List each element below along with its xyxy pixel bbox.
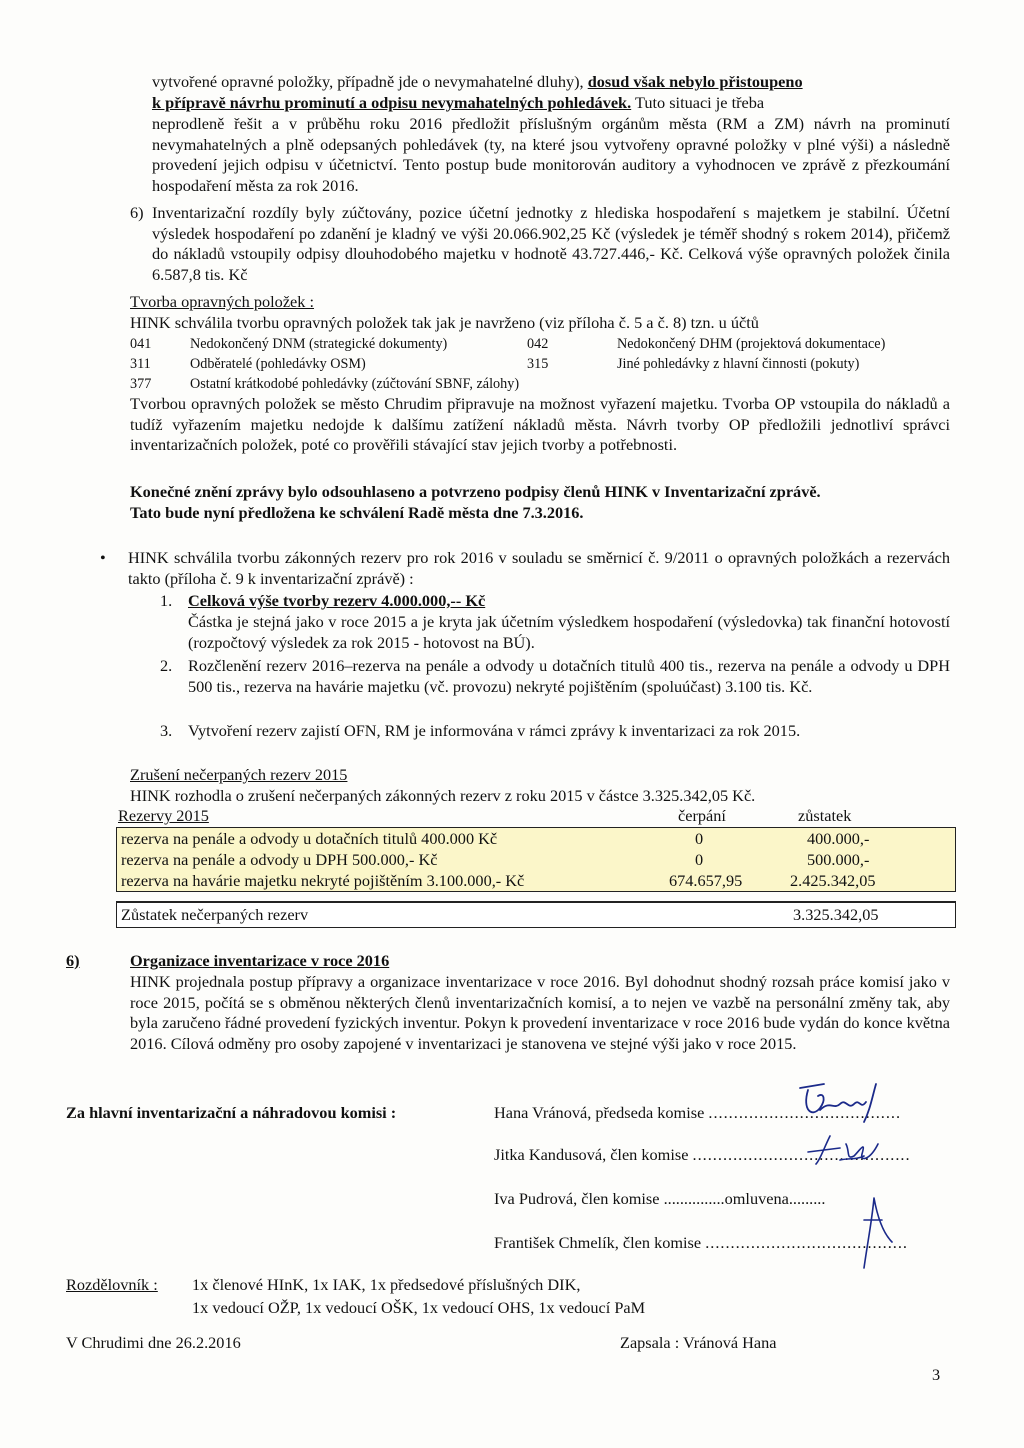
- account-name: Odběratelé (pohledávky OSM): [190, 356, 366, 372]
- rezervy-total-row: [116, 901, 956, 928]
- item6-number: 6): [130, 203, 144, 222]
- row-cerpani: 0: [695, 850, 704, 869]
- tvorba-op-paragraph: Tvorbou opravných položek se město Chrudim připravuje na možnost vyřazení majetku. Tvorba OP vstoupila do nákladů a tudíž vyřazením majetku nedojde k dalšímu zatížení nákladů města. Návrh tvorby OP předložili jednotliví správci inventarizačních položek, poté co prověřili stávající stav jejich tvorby a potřebnosti.: [130, 394, 950, 455]
- account-code: 041: [130, 336, 152, 352]
- section6-heading: Organizace inventarizace v roce 2016: [130, 951, 390, 970]
- account-name: Nedokončený DNM (strategické dokumenty): [190, 336, 448, 352]
- row-label: rezerva na penále a odvody u dotačních titulů 400.000 Kč: [121, 829, 498, 848]
- intro-line-2-emphasis: k přípravě návrhu prominutí a odpisu nevymahatelných pohledávek.: [152, 93, 632, 112]
- intro-line-1: [152, 72, 952, 92]
- member-name: Iva Pudrová, člen komise: [494, 1189, 660, 1208]
- row-label: rezerva na havárie majetku nekryté pojištěním 3.100.000,- Kč: [121, 871, 525, 890]
- rezervy-intro: HINK schválila tvorbu zákonných rezerv pro rok 2016 v souladu se směrnicí č. 9/2011 o opravných položkách a rezervách takto (příloha č. 9 k inventarizační zprávě) :: [128, 548, 950, 588]
- rezervy-table-heading: Rezervy 2015: [118, 806, 209, 825]
- signatures-label: Za hlavní inventarizační a náhradovou komisi :: [66, 1103, 397, 1122]
- signature-line: ...........................................: [692, 1145, 911, 1164]
- rozdelovnik-line-2: 1x vedoucí OŽP, 1x vedoucí OŠK, 1x vedoucí OHS, 1x vedoucí PaM: [192, 1298, 646, 1317]
- intro-line-2: [152, 93, 952, 113]
- handwritten-signature-kandusova: [800, 1130, 900, 1170]
- account-code: 377: [130, 376, 152, 392]
- rezervy-bullet: •: [100, 548, 106, 567]
- account-code: 311: [130, 356, 151, 372]
- total-value: 3.325.342,05: [793, 905, 879, 924]
- row-zustatek: 500.000,-: [807, 850, 870, 869]
- intro-line-1-text: vytvořené opravné položky, případně jde o nevymahatelné dluhy),: [152, 72, 588, 91]
- account-code: 315: [527, 356, 549, 372]
- row-zustatek: 400.000,-: [807, 829, 870, 848]
- rezervy-table: [116, 827, 956, 892]
- tvorba-op-heading: Tvorba opravných položek :: [130, 292, 315, 311]
- table-row: [117, 828, 955, 849]
- rezervy-item-text: Částka je stejná jako v roce 2015 a je kryta jak účetním výsledkem hospodaření (výsledovka) tak finanční hotovostí (rozpočtový výsledek za rok 2015 - hotovost na BÚ).: [188, 612, 950, 652]
- signature-row: [494, 1189, 825, 1209]
- signature-line: ......................................: [708, 1103, 902, 1122]
- section6-paragraph: HINK projednala postup přípravy a organizace inventarizace v roce 2016. Byl dohodnut shodný rozsah práce komisí jako v roce 2015, počítá se s obměnou některých členů inventarizačních komisí, a to nejen ve vazbě na personální změny tak, aby byla zaručeno řádné provedení fyzických inventur. Pokyn k provedení inventarizace v roce 2016 bude vydán do konce května 2016. Cílová odměny pro osoby zapojené v inventarizaci je stanovena ve stejné výši jako v roce 2015.: [130, 972, 950, 1054]
- account-code: 042: [527, 336, 549, 352]
- recorded-by: Zapsala : Vránová Hana: [620, 1333, 777, 1352]
- account-name: Jiné pohledávky z hlavní činnosti (pokuty): [617, 356, 860, 372]
- rezervy-item-text: Rozčlenění rezerv 2016–rezerva na penále a odvody u dotačních titulů 400 tis., rezerva na penále a odvody u DPH 500 tis., rezerva na havárie majetku (vč. provozu) nekryté pojištěním (spoluúčast) 3.100 tis. Kč.: [188, 656, 950, 696]
- total-label: Zůstatek nečerpaných rezerv: [121, 905, 309, 924]
- page-number: 3: [932, 1365, 941, 1384]
- rezervy-item-number: 2.: [160, 656, 173, 675]
- table-row: [117, 870, 955, 891]
- handwritten-signature-vranova: [790, 1080, 900, 1130]
- tvorba-op-conclusion-1: Konečné znění zprávy bylo odsouhlaseno a potvrzeno podpisy členů HINK v Inventarizační zprávě.: [130, 482, 821, 501]
- rezervy-item-text: Vytvoření rezerv zajistí OFN, RM je informována v rámci zprávy k inventarizaci za rok 2015.: [188, 721, 801, 740]
- rezervy-item-number: 1.: [160, 591, 173, 610]
- row-cerpani: 0: [695, 829, 704, 848]
- signature-line: ........................................: [705, 1233, 908, 1252]
- rozdelovnik-line-1: 1x členové HInK, 1x IAK, 1x předsedové příslušných DIK,: [192, 1275, 581, 1294]
- place-date: V Chrudimi dne 26.2.2016: [66, 1333, 241, 1352]
- tvorba-op-intro: HINK schválila tvorbu opravných položek tak jak je navrženo (viz příloha č. 5 a č. 8) tzn. u účtů: [130, 313, 759, 332]
- intro-line-2-text: Tuto situaci je třeba: [631, 93, 765, 112]
- table-row: [117, 849, 955, 870]
- member-name: Jitka Kandusová, člen komise: [494, 1145, 689, 1164]
- account-name: Ostatní krátkodobé pohledávky (zúčtování SBNF, zálohy): [190, 376, 520, 392]
- intro-paragraph: neprodleně řešit a v průběhu roku 2016 předložit příslušným orgánům města (RM a ZM) návrh na prominutí nevymahatelných a plně odepsaných pohledávek (ty, na které jsou vytvořeny opravné položky v plné výši) a následně provedení jejich odpisu v účetnictví. Tento postup bude monitorován auditory a vyhodnocen ve zprávě z přezkoumání hospodaření města za rok 2016.: [152, 114, 950, 196]
- member-name: František Chmelík, člen komise: [494, 1233, 702, 1252]
- tvorba-op-conclusion-2: Tato bude nyní předložena ke schválení Radě města dne 7.3.2016.: [130, 503, 584, 522]
- zruseni-heading: Zrušení nečerpaných rezerv 2015: [130, 765, 348, 784]
- row-label: rezerva na penále a odvody u DPH 500.000,- Kč: [121, 850, 438, 869]
- account-name: Nedokončený DHM (projektová dokumentace): [617, 336, 886, 352]
- rozdelovnik-label: Rozdělovník :: [66, 1275, 158, 1294]
- rezervy-item-title: Celková výše tvorby rezerv 4.000.000,-- Kč: [188, 591, 486, 610]
- column-header-zustatek: zůstatek: [798, 806, 852, 825]
- column-header-cerpani: čerpání: [678, 806, 726, 825]
- item6-paragraph: Inventarizační rozdíly byly zúčtovány, pozice účetní jednotky z hlediska hospodaření s majetkem je stabilní. Účetní výsledek hospodaření po zdanění je kladný ve výši 20.066.902,25 Kč (výsledek je téměř shodný s rokem 2014), přičemž do nákladů vstoupily odpisy dlouhodobého majetku v hodnotě 43.727.446,- Kč. Celková výše opravných položek činila 6.587,8 tis. Kč: [152, 203, 950, 285]
- signature-line: ...............omluvena.........: [663, 1189, 826, 1208]
- section6-number: 6): [66, 951, 80, 970]
- rezervy-item-number: 3.: [160, 721, 173, 740]
- handwritten-signature-chmelik: [838, 1190, 898, 1280]
- intro-line-1-emphasis: dosud však nebylo přistoupeno: [587, 72, 803, 91]
- row-cerpani: 674.657,95: [669, 871, 743, 890]
- zruseni-text: HINK rozhodla o zrušení nečerpaných zákonných rezerv z roku 2015 v částce 3.325.342,05 Kč.: [130, 786, 756, 805]
- member-name: Hana Vránová, předseda komise: [494, 1103, 705, 1122]
- row-zustatek: 2.425.342,05: [790, 871, 876, 890]
